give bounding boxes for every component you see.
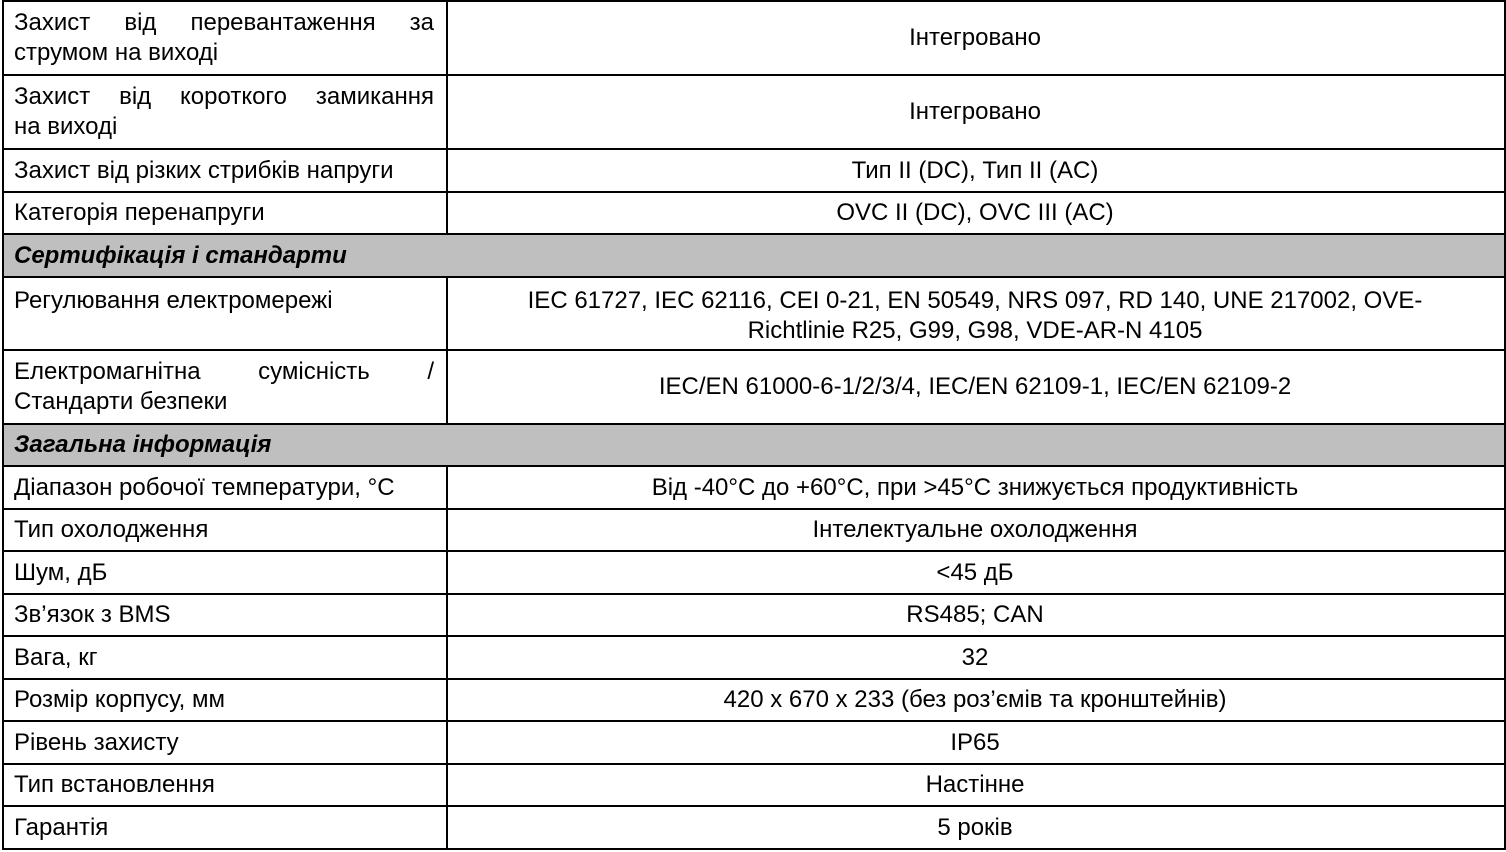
spec-label-line: Захист від перевантаження за: [14, 9, 434, 36]
table-row: [3, 277, 1505, 350]
spec-label: Тип встановлення: [3, 764, 447, 806]
spec-label-line: Електромагнітна сумісність /: [14, 358, 434, 385]
spec-value: IP65: [447, 721, 1505, 764]
spec-label: Рівень захисту: [3, 721, 447, 764]
spec-value-line: Richtlinie R25, G99, G98, VDE-AR-N 4105: [747, 317, 1203, 344]
spec-label-line: струмом на виході: [14, 39, 219, 66]
table-row: [3, 636, 1505, 679]
spec-value: Інтегровано: [447, 1, 1505, 75]
spec-label: Шум, дБ: [3, 551, 447, 594]
spec-value: 420 x 670 x 233 (без роз’ємів та кронштейнів): [447, 679, 1505, 721]
table-row: [3, 149, 1505, 192]
spec-label: Зв’язок з BMS: [3, 594, 447, 636]
table-row: [3, 679, 1505, 721]
spec-value: OVC II (DC), OVC III (AC): [447, 192, 1505, 234]
spec-value: RS485; CAN: [447, 594, 1505, 636]
table-row: [3, 1, 1505, 75]
spec-label: Захист від різких стрибків напруги: [3, 149, 447, 192]
spec-value: 5 років: [447, 806, 1505, 849]
table-row: [3, 721, 1505, 764]
section-header-row: [3, 234, 1505, 277]
spec-value: Тип II (DC), Тип II (AC): [447, 149, 1505, 192]
table-row: [3, 350, 1505, 424]
table-row: [3, 192, 1505, 234]
spec-label: [3, 1, 447, 75]
spec-label: Діапазон робочої температури, °C: [3, 466, 447, 509]
spec-label: Гарантія: [3, 806, 447, 849]
table-row: [3, 509, 1505, 551]
spec-value: 32: [447, 636, 1505, 679]
spec-value: <45 дБ: [447, 551, 1505, 594]
spec-label: Вага, кг: [3, 636, 447, 679]
section-header-row: [3, 424, 1505, 466]
spec-value: IEC/EN 61000-6-1/2/3/4, IEC/EN 62109-1, IEC/EN 62109-2: [447, 350, 1505, 424]
table-row: [3, 551, 1505, 594]
section-title-certification: Сертифікація і стандарти: [3, 234, 1505, 277]
spec-label-line: на виході: [14, 113, 118, 140]
table-row: [3, 806, 1505, 849]
spec-label: Тип охолодження: [3, 509, 447, 551]
spec-label: Розмір корпусу, мм: [3, 679, 447, 721]
table-row: [3, 764, 1505, 806]
table-row: [3, 594, 1505, 636]
section-title-general: Загальна інформація: [3, 424, 1505, 466]
spec-label: Регулювання електромережі: [3, 277, 447, 350]
table-row: [3, 466, 1505, 509]
spec-label: Категорія перенапруги: [3, 192, 447, 234]
spec-label: [3, 350, 447, 424]
spec-value: [447, 277, 1505, 350]
spec-value-line: IEC 61727, IEC 62116, CEI 0-21, EN 50549, NRS 097, RD 140, UNE 217002, OVE-: [527, 287, 1423, 314]
spec-label-line: Захист від короткого замикання: [14, 83, 434, 110]
spec-label-line: Стандарти безпеки: [14, 388, 228, 415]
spec-table: [2, 0, 1506, 850]
spec-value: Інтелектуальне охолодження: [447, 509, 1505, 551]
spec-value: Настінне: [447, 764, 1505, 806]
table-row: [3, 75, 1505, 149]
spec-value: Інтегровано: [447, 75, 1505, 149]
spec-label: [3, 75, 447, 149]
spec-value: Від -40°C до +60°C, при >45°C знижується продуктивність: [447, 466, 1505, 509]
